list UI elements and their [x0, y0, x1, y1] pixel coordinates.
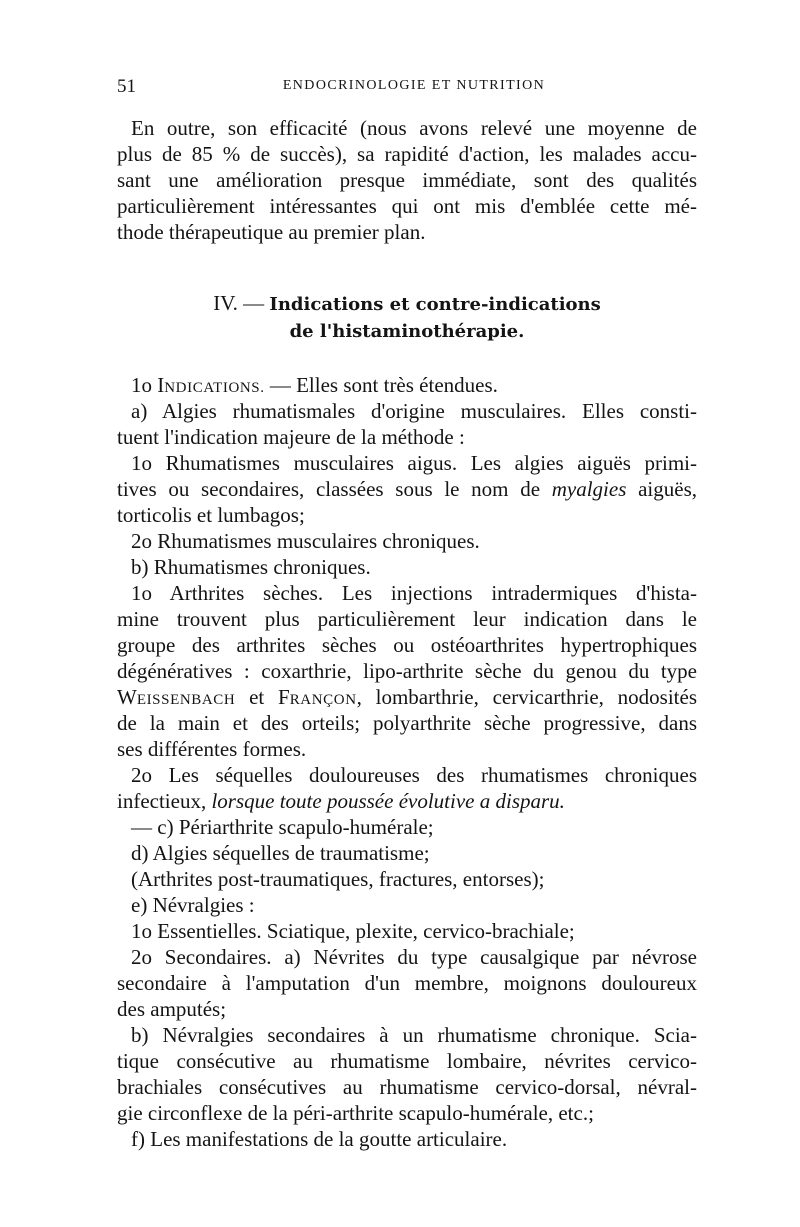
section-heading-line2	[117, 317, 697, 345]
section-title-part1: Indications et contre-indications	[269, 294, 601, 315]
text-line: (Arthrites post-traumatiques, fractures, entorses);	[131, 867, 545, 891]
text-span: aiguës,	[626, 477, 697, 501]
text-line: En outre, son efficacité (nous avons relevé une moyenne de	[131, 116, 697, 140]
section-heading	[117, 290, 697, 318]
text-line: dégénératives : coxarthrie, lipo-arthrite sèche du genou du type	[117, 659, 697, 683]
text-line: 1o Rhumatismes musculaires aigus. Les algies aiguës primi-	[131, 451, 697, 475]
text-span: et	[235, 685, 278, 709]
text-line: b) Rhumatismes chroniques.	[131, 555, 371, 579]
text-span: infectieux,	[117, 789, 212, 813]
text-line: — c) Périarthrite scapulo-humérale;	[131, 815, 434, 839]
text-line: 2o Secondaires. a) Névrites du type causalgique par névrose	[131, 945, 697, 969]
page-header	[117, 76, 697, 100]
text-line: torticolis et lumbagos;	[117, 503, 305, 527]
text-line: a) Algies rhumatismales d'origine musculaires. Elles consti-	[131, 399, 697, 423]
text-line: de la main et des orteils; polyarthrite sèche progressive, dans	[117, 711, 697, 735]
text-line: sant une amélioration presque immédiate, sont des qualités	[117, 168, 697, 192]
text-line: groupe des arthrites sèches ou ostéoarthrites hypertrophiques	[117, 633, 697, 657]
text-line: particulièrement intéressantes qui ont mis d'emblée cette mé-	[117, 194, 697, 218]
text-line: ses différentes formes.	[117, 737, 307, 761]
text-line: d) Algies séquelles de traumatisme;	[131, 841, 430, 865]
text-line: tique consécutive au rhumatisme lombaire, névrites cervico-	[117, 1049, 697, 1073]
running-title: ENDOCRINOLOGIE ET NUTRITION	[282, 78, 546, 93]
text-line: 1o Arthrites sèches. Les injections intradermiques d'hista-	[131, 581, 697, 605]
subheading-indications	[117, 372, 697, 401]
small-caps-text: EISSENBACH	[136, 692, 236, 708]
italic-phrase: lorsque toute poussée évolutive a disparu.	[211, 789, 565, 813]
text-line: secondaire à l'amputation d'un membre, moignons douloureux	[117, 971, 697, 995]
text-span: , lombarthrie, cervicarthrie, nodosités	[356, 685, 698, 709]
page-number: 51	[117, 76, 136, 97]
small-caps-text: NDICATIONS.	[164, 380, 265, 396]
section-number: IV. —	[213, 291, 270, 315]
section-title-part2: de l'histaminothérapie.	[289, 321, 525, 342]
text-line: f) Les manifestations de la goutte articulaire.	[131, 1127, 508, 1151]
text-line	[117, 788, 697, 814]
italic-term: myalgies	[551, 477, 627, 501]
text-line	[117, 476, 697, 502]
text-line: des amputés;	[117, 997, 227, 1021]
text-line: 1o Essentielles. Sciatique, plexite, cervico-brachiale;	[131, 919, 575, 943]
text-line: tuent l'indication majeure de la méthode :	[117, 425, 465, 449]
small-caps-initial: I	[157, 373, 165, 397]
text-line: plus de 85 % de succès), sa rapidité d'action, les malades accu-	[117, 142, 697, 166]
text-line: mine trouvent plus particulièrement leur indication dans le	[117, 607, 697, 631]
text-span: tives ou secondaires, classées sous le nom de	[117, 477, 552, 501]
text-line: thode thérapeutique au premier plan.	[117, 220, 426, 244]
text-line: b) Névralgies secondaires à un rhumatisme chronique. Scia-	[131, 1023, 697, 1047]
text-line: e) Névralgies :	[131, 893, 255, 917]
small-caps-initial: F	[278, 685, 290, 709]
text-line: brachiales consécutives au rhumatisme cervico-dorsal, névral-	[117, 1075, 697, 1099]
small-caps-text: RANÇON	[289, 692, 357, 708]
text-line: gie circonflexe de la péri-arthrite scapulo-humérale, etc.;	[117, 1101, 594, 1125]
small-caps-initial: W	[117, 685, 137, 709]
item-number: 1o	[131, 373, 158, 397]
text-line	[117, 684, 697, 713]
subheading-text: — Elles sont très étendues.	[264, 373, 498, 397]
text-line: 2o Les séquelles douloureuses des rhumatismes chroniques	[131, 763, 697, 787]
text-line: 2o Rhumatismes musculaires chroniques.	[131, 529, 480, 553]
